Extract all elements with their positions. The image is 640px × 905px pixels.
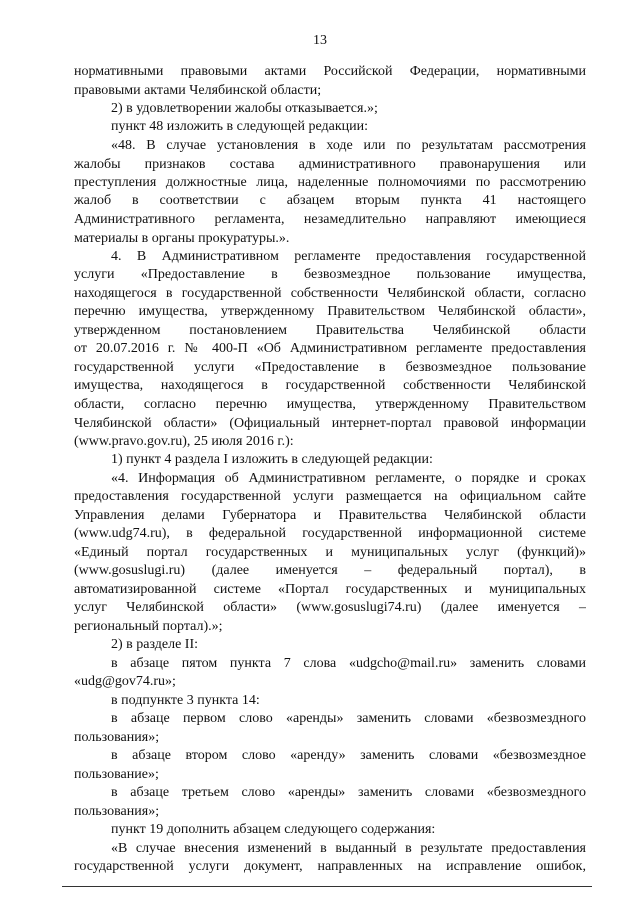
text-line: услуг Челябинской области» (www.gosuslugi74.ru) (далее именуется – <box>74 600 586 615</box>
text-line: пользования»; <box>74 730 160 745</box>
text-line: Управления делами Губернатора и Правительства Челябинской области <box>74 508 586 523</box>
text-line: области, согласно перечню имущества, утвержденному Правительством <box>74 397 586 412</box>
text-line: (www.gosuslugi.ru) (далее именуется – федеральный портал), в <box>74 563 586 578</box>
text-line: в абзаце третьем слово «аренды» заменить словами «безвозмездного <box>111 785 586 800</box>
text-line: «udg@gov74.ru»; <box>74 674 176 689</box>
text-line: (www.pravo.gov.ru), 25 июля 2016 г.): <box>74 434 294 449</box>
text-line: 2) в разделе II: <box>111 637 199 652</box>
text-line: автоматизированной системе «Портал государственных и муниципальных <box>74 582 586 597</box>
text-line: «4. Информация об Административном регламенте, о порядке и сроках <box>111 471 586 486</box>
text-line: в абзаце первом слово «аренды» заменить словами «безвозмездного <box>111 711 586 726</box>
text-line: пользования»; <box>74 804 160 819</box>
text-line: услуги «Предоставление в безвозмездное пользование имущества, <box>74 267 586 282</box>
text-line: (www.udg74.ru), в федеральной государственной информационной системе <box>74 526 586 541</box>
footer-rule <box>62 886 592 887</box>
text-line: государственной услуги документ, направленных на исправление ошибок, <box>74 859 586 874</box>
text-line: региональный портал).»; <box>74 619 223 634</box>
text-line: 4. В Административном регламенте предоставления государственной <box>111 249 586 264</box>
text-line: пункт 48 изложить в следующей редакции: <box>111 119 368 134</box>
text-line: нормативными правовыми актами Российской Федерации, нормативными <box>74 64 586 79</box>
text-line: жалоб в соответствии с абзацем вторым пункта 41 настоящего <box>74 193 586 208</box>
text-line: правовыми актами Челябинской области; <box>74 83 322 98</box>
text-line: «48. В случае установления в ходе или по результатам рассмотрения <box>111 138 586 153</box>
text-line: от 20.07.2016 г. № 400-П «Об Административном регламенте предоставления <box>74 341 586 356</box>
text-line: утвержденном постановлением Правительства Челябинской области <box>74 323 586 338</box>
text-line: 1) пункт 4 раздела I изложить в следующей редакции: <box>111 452 433 467</box>
text-line: жалобы признаков состава административного правонарушения или <box>74 157 586 172</box>
text-line: пункт 19 дополнить абзацем следующего содержания: <box>111 822 436 837</box>
text-line: «Единый портал государственных и муниципальных услуг (функций)» <box>74 545 586 560</box>
text-line: перечню имущества, утвержденному Правительством Челябинской области», <box>74 304 586 319</box>
text-line: в абзаце втором слово «аренду» заменить словами «безвозмездное <box>111 748 586 763</box>
text-line: предоставления государственной услуги размещается на официальном сайте <box>74 489 586 504</box>
text-line: имущества, находящегося в государственной собственности Челябинской <box>74 378 586 393</box>
text-line: пользование»; <box>74 767 159 782</box>
text-line: Административного регламента, незамедлительно направляют имеющиеся <box>74 212 586 227</box>
text-line: «В случае внесения изменений в выданный в результате предоставления <box>111 841 586 856</box>
text-line: в абзаце пятом пункта 7 слова «udgcho@mail.ru» заменить словами <box>111 656 586 671</box>
text-line: государственной услуги «Предоставление в безвозмездное пользование <box>74 360 586 375</box>
text-line: 2) в удовлетворении жалобы отказывается.»; <box>111 101 378 116</box>
text-line: преступления должностные лица, наделенные полномочиями по рассмотрению <box>74 175 586 190</box>
page-number: 13 <box>313 33 327 48</box>
text-line: материалы в органы прокуратуры.». <box>74 231 290 246</box>
text-line: Челябинской области» (Официальный интернет-портал правовой информации <box>74 416 586 431</box>
text-line: находящегося в государственной собственности Челябинской области, согласно <box>74 286 586 301</box>
text-line: в подпункте 3 пункта 14: <box>111 693 260 708</box>
